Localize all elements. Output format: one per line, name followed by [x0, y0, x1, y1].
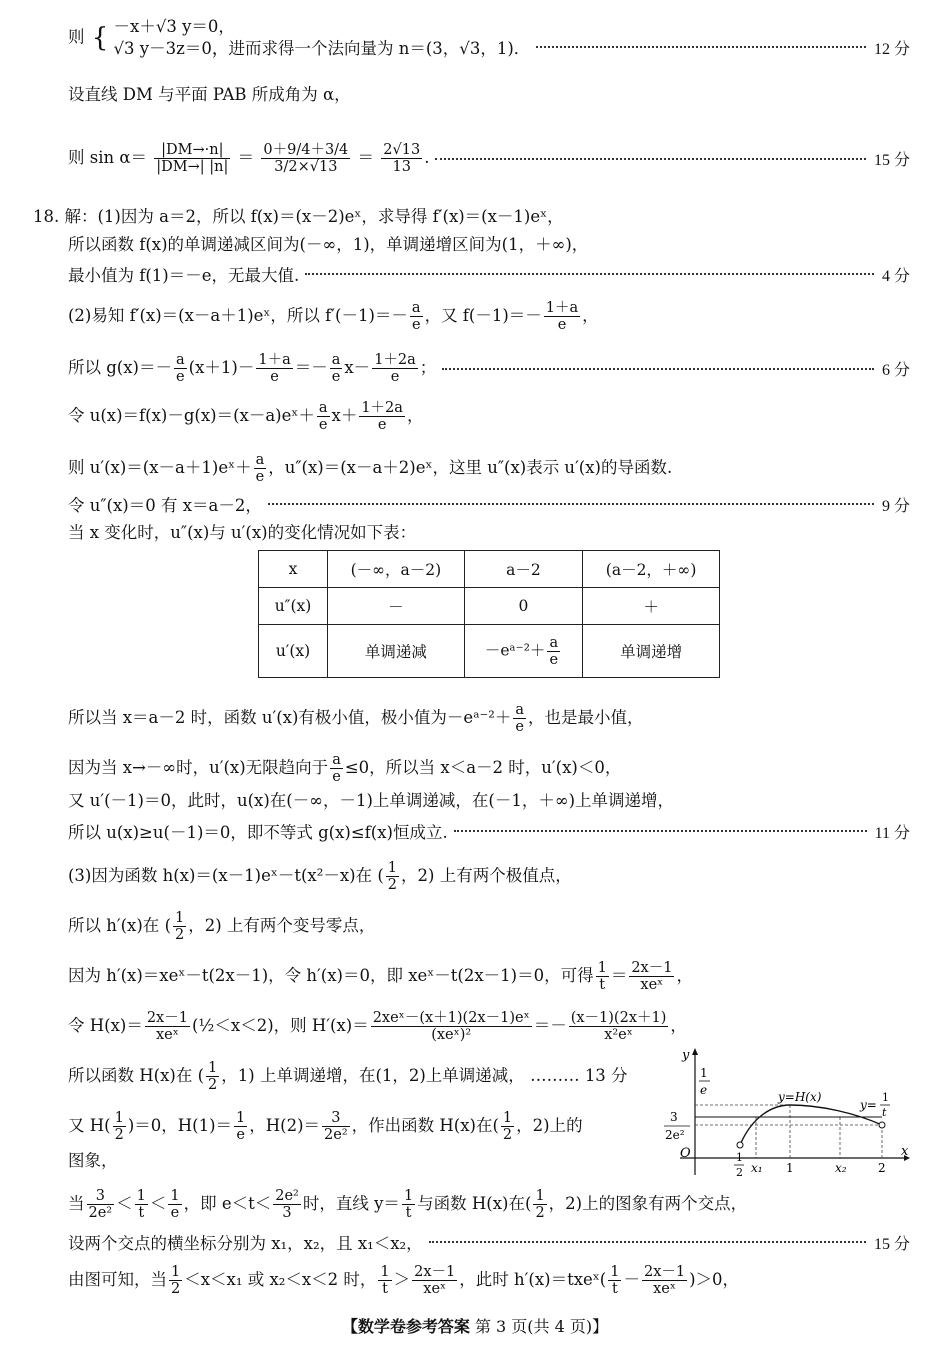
text: ，又 f(－1)＝－	[424, 306, 542, 325]
frac	[596, 960, 609, 993]
q18-line-15	[68, 910, 375, 943]
frac-den: 2	[171, 1281, 181, 1297]
frac-num: 1	[380, 1264, 390, 1280]
text: 所以当 x＝a－2 时，函数 u′(x)有极小值，极小值为－eᵃ⁻²＋	[68, 708, 512, 727]
text: ＝0，H(1)＝	[134, 1116, 233, 1135]
frac	[629, 960, 674, 993]
frac-num: 2√13	[383, 142, 421, 158]
frac-num: 1	[136, 1188, 146, 1204]
table-cell: u″(x)	[259, 588, 328, 625]
frac-num: 1	[236, 1110, 246, 1126]
text: ＜	[149, 1194, 167, 1213]
sin-head: 则 sin α＝	[68, 148, 148, 167]
frac-den: e	[236, 1127, 245, 1143]
q18-line-3	[68, 262, 910, 286]
table-cell: (－∞，a－2)	[328, 551, 465, 588]
x-tick-x1: x₁	[751, 1161, 763, 1175]
table-cell	[464, 625, 582, 678]
text: 上单调递增，在(1，2)上单调递减，	[259, 1066, 525, 1085]
table-row	[259, 551, 720, 588]
frac-den: e	[411, 317, 421, 333]
frac-den: xeˣ	[640, 977, 664, 993]
frac-num: 1＋a	[258, 352, 291, 368]
frac	[234, 1110, 247, 1143]
function-graph	[660, 1045, 910, 1180]
zero-text: 令 u″(x)＝0 有 x＝a－2，	[68, 496, 262, 515]
frac-den: t	[599, 977, 606, 993]
score-4: 4 分	[881, 267, 910, 285]
text: ，	[676, 966, 693, 985]
text: 令 H(x)＝	[68, 1016, 143, 1035]
text: ＝－	[533, 1016, 567, 1035]
frac-values	[261, 142, 350, 175]
frac	[378, 1264, 391, 1297]
table-cell: (a－2，＋∞)	[583, 551, 720, 588]
sys-head: 则	[68, 27, 85, 47]
frac-num: (x－1)(2x＋1)	[570, 1010, 667, 1026]
frac	[145, 1010, 190, 1043]
frac	[322, 1110, 350, 1143]
table-cell: 单调递减	[328, 625, 465, 678]
q18-line-4	[68, 300, 599, 333]
y-tick-3-over-2e2-den: 2e²	[665, 1128, 685, 1142]
frac-den: 2	[387, 877, 398, 893]
dot-leader	[268, 503, 874, 505]
frac-num: 1＋2a	[374, 352, 416, 368]
text: 所以 h′(x)在	[68, 916, 160, 935]
footer-title: 【数学卷参考答案	[341, 1317, 470, 1336]
frac-num: a	[332, 752, 341, 768]
frac	[533, 1188, 546, 1221]
text: 时，直线 y＝	[302, 1194, 400, 1213]
x-tick-half-num: 1	[736, 1151, 743, 1164]
q18-line-22	[68, 1230, 910, 1254]
page-footer	[0, 1314, 950, 1337]
text: 由图可知，当	[68, 1270, 167, 1289]
text: ＞0，	[695, 1270, 740, 1289]
frac-num: a	[318, 400, 328, 416]
frac-num: 1＋2a	[361, 400, 403, 416]
dot-leader	[454, 830, 867, 832]
frac-result	[381, 142, 422, 175]
line-label-num: 1	[882, 1091, 889, 1104]
frac-num: 1	[387, 860, 398, 876]
frac	[273, 1188, 301, 1221]
text: ＝	[610, 966, 628, 985]
frac-den: e	[549, 651, 559, 668]
q18-line-2: 所以函数 f(x)的单调递减区间为(－∞，1)，单调递增区间为(1，＋∞)，	[68, 235, 589, 254]
text: (3)因为函数 h(x)＝(x－1)eˣ－t(x²－x)在	[68, 866, 373, 885]
frac	[330, 752, 343, 785]
variation-table	[258, 550, 720, 678]
frac-num: 1	[597, 960, 607, 976]
frac-num: 2e²	[275, 1188, 299, 1204]
intersection-text: 设两个交点的横坐标分别为 x₁，x₂，且 x₁＜x₂，	[68, 1234, 423, 1253]
text: 上有两个变号零点，	[226, 916, 376, 935]
q18-line-13	[68, 819, 910, 843]
dot-leader	[435, 158, 866, 160]
frac-num: 2x－1	[146, 1010, 188, 1026]
text: 所以 g(x)＝－	[68, 358, 172, 377]
dot-leader	[305, 273, 874, 275]
frac-den: e	[270, 369, 279, 385]
frac-num: 3	[87, 1188, 115, 1205]
x-tick-two: 2	[878, 1161, 886, 1175]
q18-line-7	[68, 452, 672, 485]
text: 所以函数 H(x)在	[68, 1066, 193, 1085]
frac-den: (xeˣ)²	[431, 1027, 472, 1043]
frac-den: 2	[208, 1077, 218, 1093]
text: ，作出函数 H(x)在	[351, 1116, 493, 1135]
frac-num: |DM→·n|	[154, 142, 230, 159]
text: 因为 h′(x)＝xeˣ－t(2x－1)，令 h′(x)＝0，即 xeˣ－t(2x－1)＝0，可得	[68, 966, 594, 985]
score-11: 11 分	[874, 824, 910, 842]
table-cell: a－2	[464, 551, 582, 588]
text: x－	[344, 358, 371, 377]
frac-num: 1	[403, 1188, 414, 1204]
frac-num: 1	[208, 1060, 218, 1076]
frac-den: x²eˣ	[604, 1027, 633, 1043]
q18-line-21: 当 $\frac{3}{\text{2e²}}$ ＜ $\frac{1}{t}$ ＜ $\frac{1}{e}$ ，即 e＜t＜ $\frac{\text{2e²}}{3}$ 时，直线 y＝ $\frac{1}{t}$ 与函数 H(x)在( $\frac{1}{2}$ ，2)上的图象有两个交点，	[68, 1188, 748, 1221]
frac-den: e	[255, 469, 265, 485]
frac-den: t	[611, 1281, 618, 1297]
frac-den: t	[405, 1205, 412, 1221]
frac-den: e	[331, 369, 341, 385]
score-12: 12 分	[873, 40, 910, 58]
brace: {	[91, 23, 109, 53]
frac	[544, 300, 580, 333]
dot-leader	[442, 368, 874, 370]
frac	[317, 400, 330, 433]
frac-den: e	[377, 417, 387, 433]
frac-den: 3	[282, 1205, 292, 1221]
q18-line-1: 18. 解：(1)因为 a＝2，所以 f(x)＝(x－2)eˣ，求导得 f′(x)＝(x－1)eˣ，	[33, 207, 564, 226]
score-9: 9 分	[881, 497, 910, 515]
min-value-text: 最小值为 f(1)＝－e，无最大值.	[68, 266, 300, 285]
frac	[135, 1188, 148, 1221]
q18-line-23: 由图可知，当 $\frac{1}{2}$ ＜x＜x₁ 或 x₂＜x＜2 时， $\frac{1}{t}$ ＞ $\frac{2x-1}{\text{xeˣ}}$ ，此时 h′(x)＝txeˣ( $\frac{1}{t}$ － $\frac{2x-1}{\text{xeˣ}}$ )＞0，	[68, 1264, 740, 1297]
text: ＝－	[294, 358, 328, 377]
q18-line-6	[68, 400, 423, 433]
x-tick-half-den: 2	[736, 1166, 743, 1179]
table-row	[259, 588, 720, 625]
frac-den: e	[176, 369, 185, 385]
text: 上的	[549, 1116, 583, 1135]
text: 上有两个极值点，	[439, 866, 572, 885]
frac-num: 3	[322, 1110, 350, 1127]
frac	[206, 1060, 219, 1093]
frac-num: 2x－1	[631, 960, 673, 976]
frac	[501, 1110, 514, 1143]
score-15b: 15 分	[873, 1235, 910, 1253]
inequality-text: 所以 u(x)≥u(－1)＝0，即不等式 g(x)≤f(x)恒成立.	[68, 823, 448, 842]
frac	[256, 352, 292, 385]
sin-line	[68, 142, 910, 175]
open-endpoint-right	[879, 1122, 885, 1128]
frac-den: 2e²	[88, 1205, 113, 1221]
text: 当	[68, 1194, 85, 1213]
open-endpoint-left	[737, 1142, 743, 1148]
dot-leader	[536, 46, 866, 48]
score-13: 13 分	[584, 1066, 628, 1085]
table-cell: x	[259, 551, 328, 588]
x-axis-label: x	[901, 1144, 909, 1159]
frac-den: 2	[114, 1127, 124, 1143]
text: ；	[419, 358, 437, 377]
frac	[254, 452, 267, 485]
frac-num: a	[176, 352, 185, 368]
text: ，也是最小值，	[528, 708, 644, 727]
frac-den: e	[170, 1205, 180, 1221]
q18-line-17	[68, 1010, 687, 1043]
q18-line-12: 又 u′(－1)＝0，此时，u(x)在(－∞，－1)上单调递减，在(－1，＋∞)上单调递增，	[68, 791, 675, 810]
frac-num: 1	[610, 1264, 620, 1280]
curve-label: y=H(x)	[778, 1090, 822, 1104]
normal-vector-line	[212, 35, 910, 59]
frac-num: 0＋9/4＋3/4	[263, 142, 349, 158]
frac-num: 2x－1	[414, 1264, 456, 1280]
y-tick-1-over-e-den: e	[700, 1083, 708, 1097]
frac	[174, 352, 187, 385]
frac	[87, 1188, 115, 1221]
text: ，	[406, 406, 424, 425]
q18-line-18	[68, 1060, 628, 1093]
q18-line-5	[68, 352, 910, 385]
frac-den: 2e²	[324, 1127, 348, 1143]
frac	[386, 860, 399, 893]
sys-eq-2: √3 y－3z＝0，	[113, 39, 229, 58]
text: 因为当 x→－∞时，u′(x)无限趋向于	[68, 758, 329, 777]
q18-line-10	[68, 702, 644, 735]
frac	[173, 910, 186, 943]
text: ，u″(x)＝(x－a＋2)eˣ，这里 u″(x)表示 u′(x)的导函数.	[268, 458, 673, 477]
interval: ( $\frac{1}{2}$ ，2)	[164, 910, 222, 943]
frac-den: 2	[175, 927, 185, 943]
text: ＜x＜x₁ 或 x₂＜x＜2 时，	[184, 1270, 377, 1289]
frac-den: e	[332, 769, 341, 785]
text: ，H(2)＝	[249, 1116, 321, 1135]
table-cell: 0	[464, 588, 582, 625]
y-axis-arrow-icon	[692, 1048, 698, 1055]
frac-den: t	[382, 1281, 388, 1297]
q18-line-9: 当 x 变化时，u″(x)与 u′(x)的变化情况如下表：	[68, 523, 417, 542]
text: 又 H	[68, 1116, 105, 1135]
table-cell: 单调递增	[583, 625, 720, 678]
q18-line-16	[68, 960, 693, 993]
frac	[410, 300, 423, 333]
frac	[371, 1010, 532, 1043]
footer-page: 第 3 页(共 4 页)】	[474, 1317, 609, 1336]
origin-label: O	[680, 1146, 691, 1161]
frac-num: a	[255, 452, 265, 468]
text: 令 u(x)＝f(x)－g(x)＝(x－a)eˣ＋	[68, 406, 315, 425]
frac-den: 3/2×√13	[274, 159, 338, 175]
text: ≤0，所以当 x＜a－2 时，u′(x)＜0，	[344, 758, 622, 777]
x-tick-x2: x₂	[835, 1161, 847, 1175]
frac-num: 1	[535, 1188, 545, 1204]
frac-num: 1	[171, 1264, 181, 1280]
frac-den: 13	[392, 159, 411, 175]
interval: ( $\frac{1}{2}$ ，2)	[377, 860, 435, 893]
g-expression	[68, 352, 436, 385]
frac-num: 1	[175, 910, 185, 926]
frac	[402, 1188, 415, 1221]
frac-den: 2	[502, 1127, 513, 1143]
frac-num: a	[331, 352, 341, 368]
frac-num: a	[411, 300, 421, 316]
frac	[168, 1188, 181, 1221]
q18-line-20: 图象，	[68, 1151, 118, 1170]
score-15a: 15 分	[873, 152, 910, 169]
frac-den: e	[557, 317, 567, 333]
frac	[569, 1010, 669, 1043]
frac	[359, 400, 405, 433]
frac-num: 1	[114, 1110, 124, 1126]
frac	[642, 1264, 687, 1297]
frac-den: xeˣ	[423, 1281, 447, 1297]
frac-dm-n	[154, 142, 230, 175]
q18-line-19: 又 H( $\frac{1}{2}$ )＝0，H(1)＝ $\frac{1}{e}$ ，H(2)＝ $\frac{3}{\text{2e²}}$ ，作出函数 H(x)在( $\frac{1}{2}$ ，2)上的	[68, 1110, 583, 1143]
text: －eᵃ⁻²＋	[484, 641, 546, 659]
text: ，	[582, 306, 599, 325]
sys-eq-1: －x＋√3 y＝0，	[113, 17, 235, 36]
sys-line	[68, 16, 235, 60]
angle-line: 设直线 DM 与平面 PAB 所成角为 α，	[68, 85, 351, 104]
line-label: y=	[860, 1098, 877, 1112]
frac-den: e	[318, 417, 328, 433]
frac-den: xeˣ	[155, 1027, 179, 1043]
text: ，即 e＜t＜	[183, 1194, 272, 1213]
frac-den: 2	[535, 1205, 545, 1221]
table-cell: ＋	[583, 588, 720, 625]
frac-num: a	[549, 634, 559, 651]
q18-line-11	[68, 752, 621, 785]
frac-num: 2xeˣ－(x＋1)(2x－1)eˣ	[372, 1010, 530, 1026]
domain-interval: (½＜x＜2)	[191, 1016, 274, 1035]
sin-expression: 则 sin α＝ $\frac{|DM\to\cdot n|}{|DM\to| |n|}$ ＝ $\frac{0+9/4+3/4}{3/2\times√13}$ ＝ $\frac{2√13}{13}$ .	[68, 142, 430, 175]
frac-num: 1＋a	[545, 300, 579, 316]
frac-num: 1	[170, 1188, 180, 1204]
text: ，此时 h′(x)＝txeˣ	[459, 1270, 600, 1289]
frac-den: t	[138, 1205, 145, 1221]
frac-num: 2x－1	[643, 1264, 686, 1280]
text: (x＋1)－	[188, 358, 255, 377]
score-6: 6 分	[881, 362, 910, 379]
frac	[113, 1110, 126, 1143]
frac	[547, 635, 560, 668]
frac	[513, 702, 526, 735]
frac	[412, 1264, 457, 1297]
frac	[169, 1264, 182, 1297]
q18-line-14	[68, 860, 572, 893]
text: (2)易知 f′(x)＝(x－a＋1)eˣ，所以 f′(－1)＝－	[68, 306, 408, 325]
table-cell: －	[328, 588, 465, 625]
normal-vector-text: ，进而求得一个法向量为 n＝(3，√3，1)．	[212, 39, 531, 58]
frac-den: |DM→| |n|	[156, 159, 229, 175]
x-tick-one: 1	[786, 1161, 794, 1175]
table-cell: u′(x)	[259, 625, 328, 678]
q18-line-8	[68, 492, 910, 516]
text: x＋	[331, 406, 358, 425]
frac-num: 1	[502, 1110, 513, 1126]
frac-den: xeˣ	[653, 1281, 676, 1297]
frac-den: e	[390, 369, 400, 385]
text: 与函数 H(x)在	[417, 1194, 525, 1213]
text: ，则 H′(x)＝	[273, 1016, 369, 1035]
frac-den: e	[515, 719, 525, 735]
frac	[330, 352, 343, 385]
y-tick-3-over-2e2-num: 3	[670, 1110, 678, 1124]
text: 则 u′(x)＝(x－a＋1)eˣ＋	[68, 458, 252, 477]
y-axis-label: y	[682, 1048, 690, 1063]
frac	[372, 352, 418, 385]
table-row	[259, 625, 720, 678]
interval: ( $\frac{1}{2}$ ，1)	[197, 1060, 255, 1093]
dot-leader: ………	[530, 1066, 580, 1085]
frac	[608, 1264, 621, 1297]
text: ＞	[393, 1270, 411, 1289]
text: ＜	[116, 1194, 133, 1213]
text: ，	[670, 1016, 687, 1035]
line-label-den: t	[882, 1106, 887, 1119]
y-tick-1-over-e-num: 1	[700, 1066, 708, 1080]
frac-num: a	[515, 702, 525, 718]
dot-leader	[429, 1241, 866, 1243]
text: 上的图象有两个交点，	[582, 1194, 748, 1213]
